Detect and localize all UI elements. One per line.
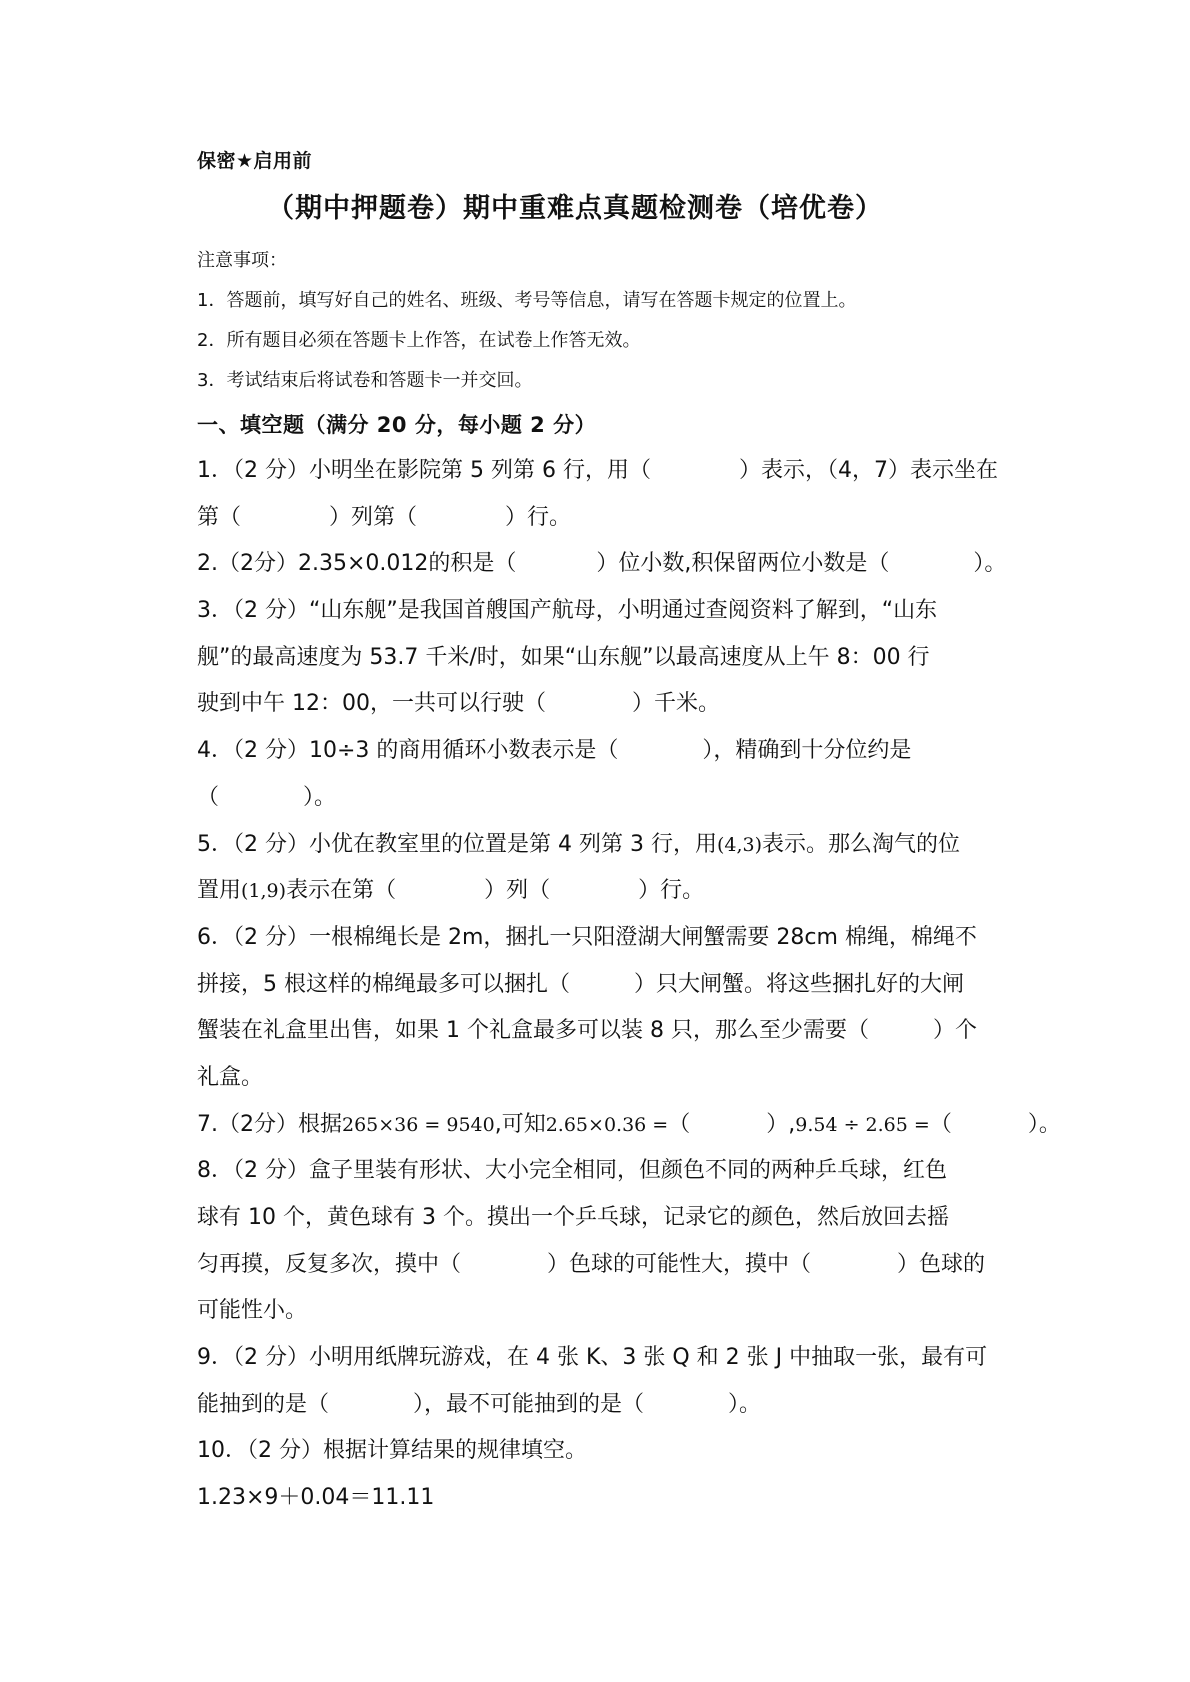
page-title: （期中押题卷）期中重难点真题检测卷（培优卷） [267, 193, 883, 224]
question-6-line-2: 拼接，5 根这样的棉绳最多可以捆扎（ ）只大闸蟹。将这些捆扎好的大闸 [197, 971, 965, 997]
question-3-line-1: 3．（2 分）“山东舰”是我国首艘国产航母，小明通过查阅资料了解到，“山东 [197, 598, 938, 624]
notes-heading: 注意事项： [197, 250, 287, 271]
questions-block [197, 448, 1061, 1522]
question-1-line-1: 1．（2 分）小明坐在影院第 5 列第 6 行，用（ ）表示，（4，7）表示坐在 [197, 458, 998, 483]
question-10-line-1: 10．（2 分）根据计算结果的规律填空。 [197, 1438, 587, 1464]
note-item: 2．所有题目必须在答题卡上作答，在试卷上作答无效。 [197, 330, 641, 351]
note-item: 1．答题前，填写好自己的姓名、班级、考号等信息，请写在答题卡规定的位置上。 [197, 290, 857, 311]
notes-block [197, 246, 856, 406]
question-10-line-2: 1.23×9＋0.04＝11.11 [197, 1485, 435, 1511]
question-4-line-1: 4．（2 分）10÷3 的商用循环小数表示是（ ），精确到十分位约是 [197, 738, 912, 764]
question-5-line-1: 5．（2 分）小优在教室里的位置是第 4 列第 3 行，用(4,3)表示。那么淘气的位 [197, 831, 961, 857]
question-1-line-2: 第（ ）列第（ ）行。 [197, 504, 572, 530]
question-6-line-1: 6．（2 分）一根棉绳长是 2m，捆扎一只阳澄湖大闸蟹需要 28cm 棉绳，棉绳不 [197, 924, 977, 950]
question-8-line-3: 匀再摸，反复多次，摸中（ ）色球的可能性大，摸中（ ）色球的 [197, 1251, 986, 1277]
question-8-line-2: 球有 10 个，黄色球有 3 个。摸出一个乒乓球，记录它的颜色，然后放回去摇 [197, 1205, 949, 1230]
math-expression: 2.65×0.36 = [545, 1113, 669, 1136]
question-8-line-4: 可能性小。 [197, 1298, 308, 1324]
question-6-line-3: 蟹装在礼盒里出售，如果 1 个礼盒最多可以装 8 只，那么至少需要（ ）个 [197, 1018, 977, 1044]
math-expression: 265×36 = 9540 [342, 1113, 495, 1136]
confidential-label: 保密★启用前 [197, 150, 313, 172]
math-expression: (1,9) [241, 880, 287, 903]
question-8-line-1: 8．（2 分）盒子里装有形状、大小完全相同，但颜色不同的两种乒乓球，红色 [197, 1158, 947, 1184]
question-4-line-2: （ ）。 [197, 784, 337, 810]
math-expression: 9.54 ÷ 2.65 = [795, 1113, 930, 1136]
question-6-line-4: 礼盒。 [197, 1064, 264, 1090]
note-item: 3．考试结束后将试卷和答题卡一并交回。 [197, 370, 533, 391]
question-7: 7.（2分）根据265×36 = 9540,可知2.65×0.36 =（ ）,9.54 ÷ 2.65 =（ ）。 [197, 1111, 1061, 1137]
question-3-line-2: 舰”的最高速度为 53.7 千米/时，如果“山东舰”以最高速度从上午 8：00 行 [197, 644, 930, 670]
question-5-line-2: 置用(1,9)表示在第（ ）列（ ）行。 [197, 878, 705, 904]
question-2: 2.（2分）2.35×0.012的积是（ ）位小数,积保留两位小数是（ ）。 [197, 551, 1007, 577]
question-9-line-1: 9．（2 分）小明用纸牌玩游戏，在 4 张 K、3 张 Q 和 2 张 J 中抽取一张，最有可 [197, 1345, 988, 1371]
math-expression: (4,3) [716, 833, 763, 856]
question-9-line-2: 能抽到的是（ ），最不可能抽到的是（ ）。 [197, 1391, 762, 1417]
question-3-line-3: 驶到中午 12：00，一共可以行驶（ ）千米。 [197, 691, 720, 717]
section-heading: 一、填空题（满分 20 分，每小题 2 分） [197, 413, 597, 437]
